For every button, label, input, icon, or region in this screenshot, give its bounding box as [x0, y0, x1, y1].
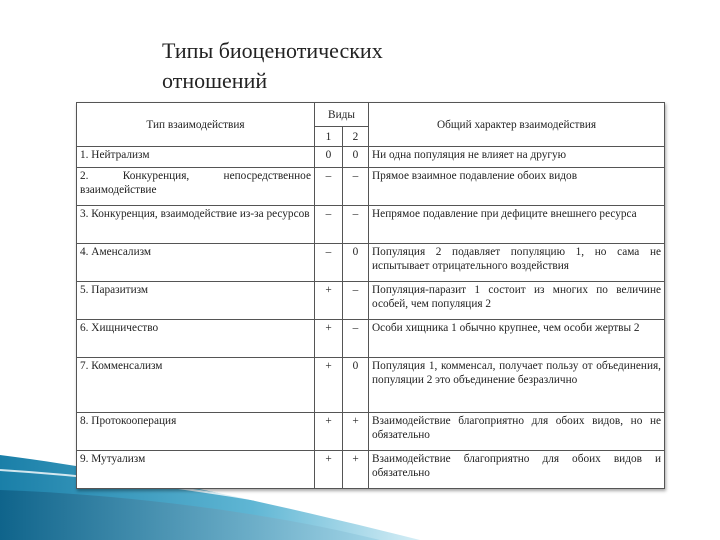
row-description: Непрямое подавление при дефиците внешнего ресурса — [369, 206, 665, 244]
table-row — [77, 358, 665, 413]
header-character: Общий характер взаимодействия — [369, 103, 665, 147]
table-row — [77, 206, 665, 244]
row-type: 5. Паразитизм — [77, 282, 315, 320]
header-species-1: 1 — [315, 127, 343, 147]
row-description: Особи хищника 1 обычно крупнее, чем особи жертвы 2 — [369, 320, 665, 358]
title-line-1: Типы биоценотических — [162, 38, 383, 63]
row-species-1: – — [315, 168, 343, 206]
row-type: 9. Мутуализм — [77, 451, 315, 489]
row-species-1: + — [315, 413, 343, 451]
row-species-2: – — [343, 320, 369, 358]
page-title — [162, 36, 582, 96]
table-row — [77, 451, 665, 489]
title-line-2: отношений — [162, 68, 268, 93]
row-type: 6. Хищничество — [77, 320, 315, 358]
row-type: 4. Аменсализм — [77, 244, 315, 282]
row-type: 8. Протокооперация — [77, 413, 315, 451]
table-row — [77, 168, 665, 206]
row-species-1: – — [315, 244, 343, 282]
row-species-2: 0 — [343, 147, 369, 168]
row-species-2: + — [343, 451, 369, 489]
row-species-1: + — [315, 358, 343, 413]
row-type: 1. Нейтрализм — [77, 147, 315, 168]
row-species-2: – — [343, 206, 369, 244]
row-species-1: + — [315, 320, 343, 358]
row-species-2: 0 — [343, 244, 369, 282]
row-species-1: + — [315, 451, 343, 489]
row-species-2: – — [343, 282, 369, 320]
row-description: Ни одна популяция не влияет на другую — [369, 147, 665, 168]
row-type: 2. Конкуренция, непосредственное взаимодействие — [77, 168, 315, 206]
table-row — [77, 320, 665, 358]
table-row — [77, 147, 665, 168]
row-type: 7. Комменсализм — [77, 358, 315, 413]
row-species-1: + — [315, 282, 343, 320]
header-type: Тип взаимодействия — [77, 103, 315, 147]
table-row — [77, 413, 665, 451]
header-species: Виды — [315, 103, 369, 127]
row-species-1: 0 — [315, 147, 343, 168]
row-species-2: – — [343, 168, 369, 206]
header-species-2: 2 — [343, 127, 369, 147]
row-description: Взаимодействие благоприятно для обоих видов и обязательно — [369, 451, 665, 489]
row-type: 3. Конкуренция, взаимодействие из-за ресурсов — [77, 206, 315, 244]
table-row — [77, 244, 665, 282]
row-species-2: + — [343, 413, 369, 451]
interaction-types-table — [76, 102, 665, 489]
row-species-2: 0 — [343, 358, 369, 413]
row-description: Популяция 2 подавляет популяцию 1, но сама не испытывает отрицательного воздействия — [369, 244, 665, 282]
row-species-1: – — [315, 206, 343, 244]
row-description: Взаимодействие благоприятно для обоих видов, но не обязательно — [369, 413, 665, 451]
table-row — [77, 282, 665, 320]
row-description: Прямое взаимное подавление обоих видов — [369, 168, 665, 206]
row-description: Популяция 1, комменсал, получает пользу от объединения, популяции 2 это объединение безразлично — [369, 358, 665, 413]
row-description: Популяция-паразит 1 состоит из многих по величине особей, чем популяция 2 — [369, 282, 665, 320]
